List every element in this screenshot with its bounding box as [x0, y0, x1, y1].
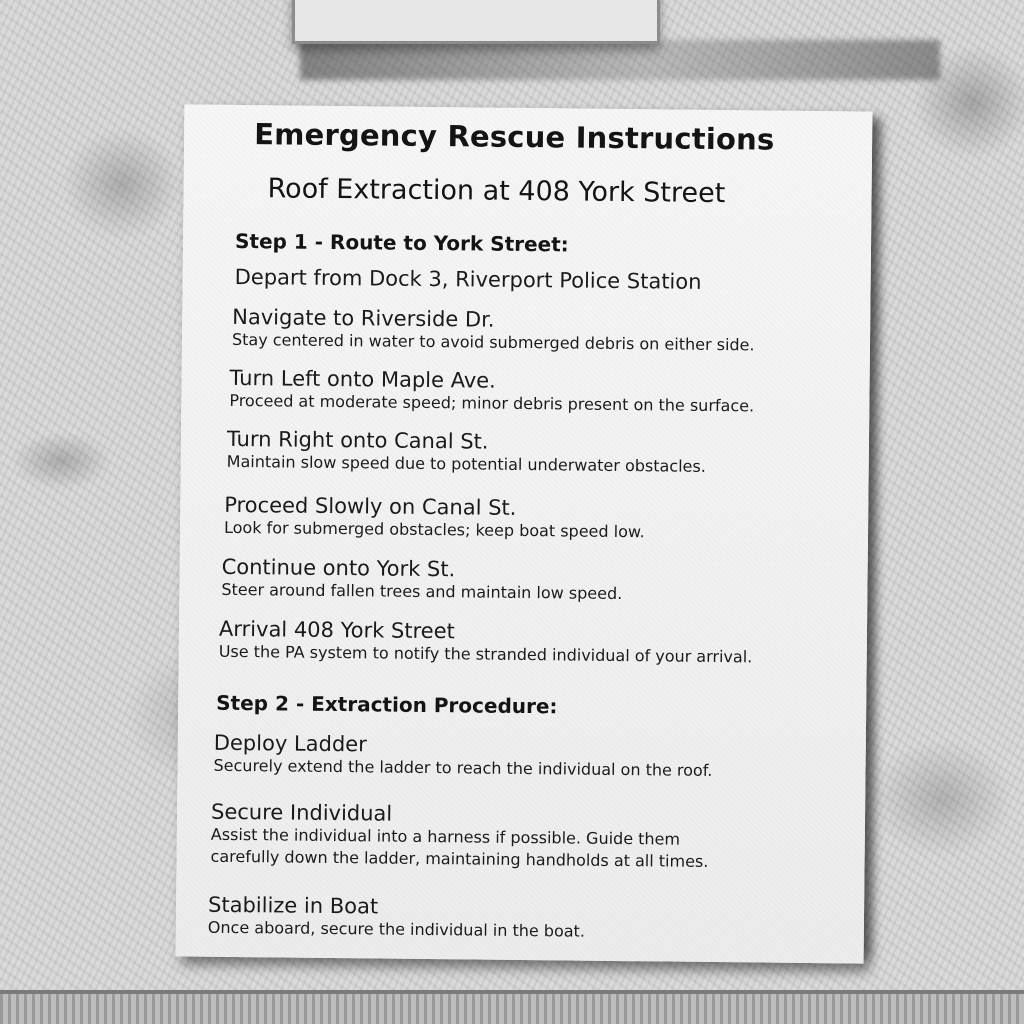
extraction-item-detail: carefully down the ladder, maintaining handholds at all times.: [210, 846, 709, 871]
route-item-detail: Steer around fallen trees and maintain low speed.: [221, 579, 623, 604]
step-1-heading: Step 1 - Route to York Street:: [234, 228, 569, 257]
route-item-detail: Maintain slow speed due to potential underwater obstacles.: [226, 451, 706, 476]
document-title: Emergency Rescue Instructions: [253, 117, 775, 157]
route-item-detail: Proceed at moderate speed; minor debris present on the surface.: [229, 390, 755, 416]
extraction-item-detail: Assist the individual into a harness if possible. Guide them: [210, 824, 681, 849]
wall-plaque: [292, 0, 660, 44]
extraction-item-detail: Securely extend the ladder to reach the individual on the roof.: [213, 755, 713, 780]
route-item-york: [221, 555, 622, 605]
route-item-title: Arrival 408 York Street: [218, 616, 455, 644]
extraction-item-secure: [210, 800, 709, 873]
route-item-title: Navigate to Riverside Dr.: [232, 304, 495, 332]
route-item-arrival: [219, 617, 753, 669]
route-item-title: Continue onto York St.: [221, 554, 456, 582]
route-item-canal-turn: [227, 427, 707, 478]
wall-ledge: [0, 990, 1024, 1024]
extraction-item-stabilize: [208, 893, 586, 943]
extraction-item-title: Deploy Ladder: [213, 730, 367, 757]
extraction-item-title: Stabilize in Boat: [207, 892, 379, 919]
route-item-title: Depart from Dock 3, Riverport Police Station: [234, 264, 702, 294]
step-2-heading: Step 2 - Extraction Procedure:: [216, 690, 558, 719]
route-item-maple: [229, 366, 754, 417]
wall-shadow: [300, 40, 940, 80]
route-item-detail: Use the PA system to notify the stranded individual of your arrival.: [218, 641, 753, 667]
route-item-detail: Stay centered in water to avoid submerged debris on either side.: [231, 329, 755, 355]
instruction-sheet: [176, 104, 873, 963]
route-item-depart: [235, 265, 702, 294]
extraction-item-ladder: [213, 731, 712, 782]
route-item-title: Proceed Slowly on Canal St.: [224, 492, 517, 520]
route-item-title: Turn Left onto Maple Ave.: [229, 365, 496, 393]
extraction-item-title: Secure Individual: [210, 799, 393, 826]
route-item-title: Turn Right onto Canal St.: [226, 426, 489, 454]
route-item-detail: Look for submerged obstacles; keep boat speed low.: [223, 517, 645, 542]
document-subtitle: Roof Extraction at 408 York Street: [267, 173, 726, 210]
extraction-item-detail: Once aboard, secure the individual in the boat.: [207, 917, 586, 941]
route-item-canal-proceed: [224, 493, 645, 543]
route-item-riverside: [232, 305, 755, 356]
